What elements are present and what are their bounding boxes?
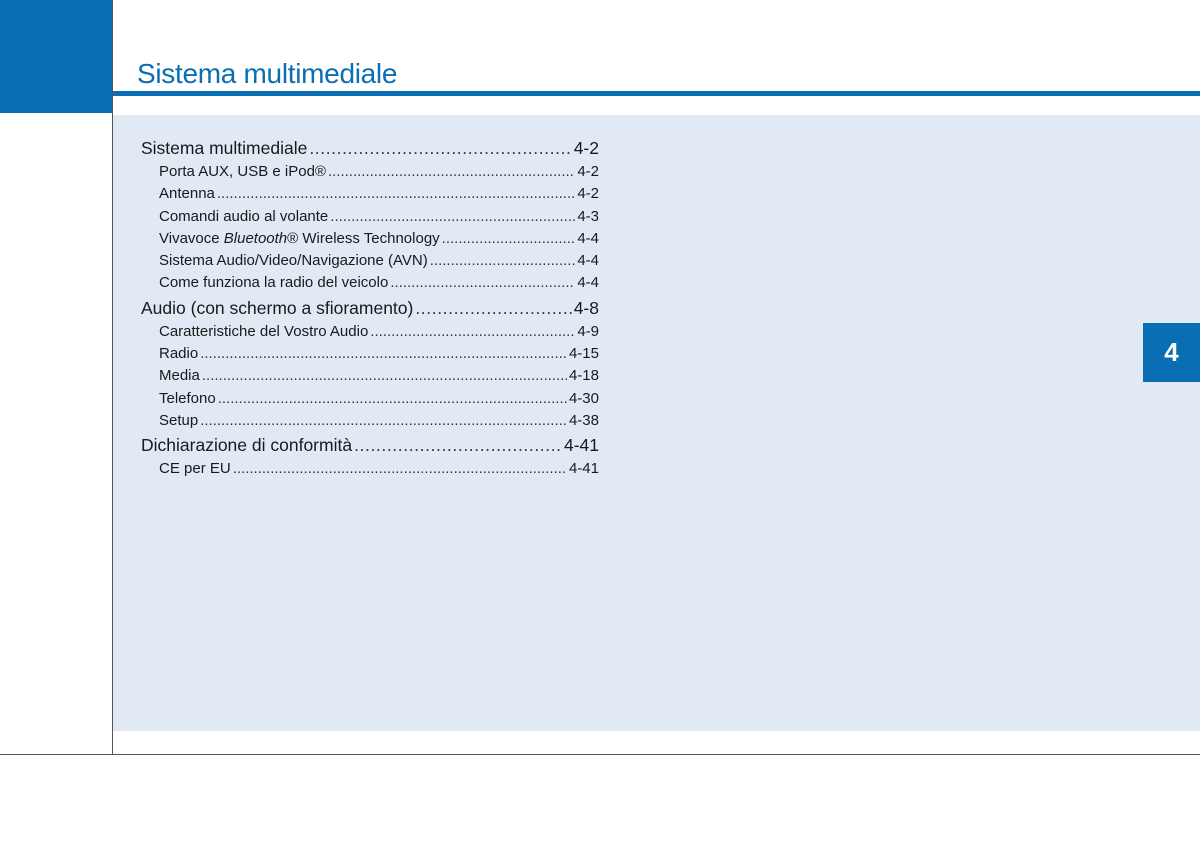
toc-entry[interactable] xyxy=(141,136,599,161)
toc-entry-page: 4-18 xyxy=(568,367,599,385)
toc-entry-label: Setup xyxy=(159,411,199,429)
toc-entry[interactable] xyxy=(141,343,599,365)
toc-leader-dots xyxy=(370,321,575,343)
toc-entry-label: Sistema multimediale xyxy=(141,138,308,158)
toc-leader-dots xyxy=(200,410,567,432)
toc-leader-dots xyxy=(309,136,571,161)
table-of-contents xyxy=(141,135,599,481)
toc-leader-dots xyxy=(202,365,567,387)
left-margin-line xyxy=(112,0,113,755)
toc-entry-label: Antenna xyxy=(159,185,215,203)
toc-leader-dots xyxy=(442,228,576,250)
toc-entry[interactable] xyxy=(141,410,599,432)
toc-leader-dots xyxy=(218,388,567,410)
toc-entry[interactable] xyxy=(141,365,599,387)
bottom-rule xyxy=(0,754,1200,755)
toc-entry[interactable] xyxy=(141,321,599,343)
toc-entry-label: Comandi audio al volante xyxy=(159,207,329,225)
page-title: Sistema multimediale xyxy=(137,58,398,89)
toc-entry-page: 4-30 xyxy=(568,389,599,407)
toc-entry-label xyxy=(159,228,440,250)
toc-leader-dots xyxy=(200,343,567,365)
toc-leader-dots xyxy=(328,161,575,183)
toc-entry[interactable] xyxy=(141,272,599,294)
toc-entry[interactable] xyxy=(141,388,599,410)
toc-leader-dots xyxy=(217,183,575,205)
toc-leader-dots xyxy=(354,433,562,458)
toc-entry[interactable] xyxy=(141,161,599,183)
toc-label-post: ® Wireless Technology xyxy=(287,229,440,247)
toc-entry[interactable] xyxy=(141,228,599,250)
toc-entry-label: Telefono xyxy=(159,389,216,407)
toc-entry-page: 4-41 xyxy=(563,435,599,456)
toc-entry-label: Porta AUX, USB e iPod® xyxy=(159,163,326,180)
toc-leader-dots xyxy=(430,250,576,272)
toc-entry-label: Radio xyxy=(159,345,199,363)
toc-leader-dots xyxy=(390,272,575,294)
toc-leader-dots xyxy=(233,458,567,480)
toc-entry[interactable] xyxy=(141,296,599,321)
toc-label-italic: Bluetooth xyxy=(223,229,288,247)
toc-entry-page: 4-3 xyxy=(577,207,599,225)
toc-label-pre: Vivavoce xyxy=(159,229,224,247)
toc-entry[interactable] xyxy=(141,183,599,205)
toc-entry-label: Come funziona la radio del veicolo xyxy=(159,274,389,292)
toc-entry-label: Caratteristiche del Vostro Audio xyxy=(159,322,369,340)
chapter-tab[interactable]: 4 xyxy=(1143,323,1200,382)
toc-entry-page: 4-41 xyxy=(568,460,599,478)
toc-entry-page: 4-2 xyxy=(577,163,599,180)
toc-entry-page: 4-9 xyxy=(577,322,599,340)
toc-entry[interactable] xyxy=(141,206,599,228)
toc-entry-page: 4-8 xyxy=(573,297,599,318)
title-underline xyxy=(113,91,1200,96)
toc-entry[interactable] xyxy=(141,458,599,480)
toc-entry[interactable] xyxy=(141,250,599,272)
toc-entry-page: 4-15 xyxy=(568,345,599,363)
corner-color-block xyxy=(0,0,113,113)
toc-entry-label: Sistema Audio/Video/Navigazione (AVN) xyxy=(159,252,428,270)
toc-entry-label: Media xyxy=(159,367,200,385)
toc-entry-label: CE per EU xyxy=(159,460,231,478)
toc-entry-page: 4-4 xyxy=(577,252,599,270)
toc-entry-label: Dichiarazione di conformità xyxy=(141,435,353,456)
toc-entry-page: 4-2 xyxy=(573,138,599,158)
toc-entry-page: 4-4 xyxy=(577,229,599,247)
toc-entry-label: Audio (con schermo a sfioramento) xyxy=(141,297,414,318)
toc-entry-page: 4-2 xyxy=(577,185,599,203)
toc-entry-page: 4-38 xyxy=(568,411,599,429)
toc-leader-dots xyxy=(415,296,571,321)
toc-entry[interactable] xyxy=(141,433,599,458)
toc-leader-dots xyxy=(330,206,575,228)
toc-entry-page: 4-4 xyxy=(577,274,599,292)
